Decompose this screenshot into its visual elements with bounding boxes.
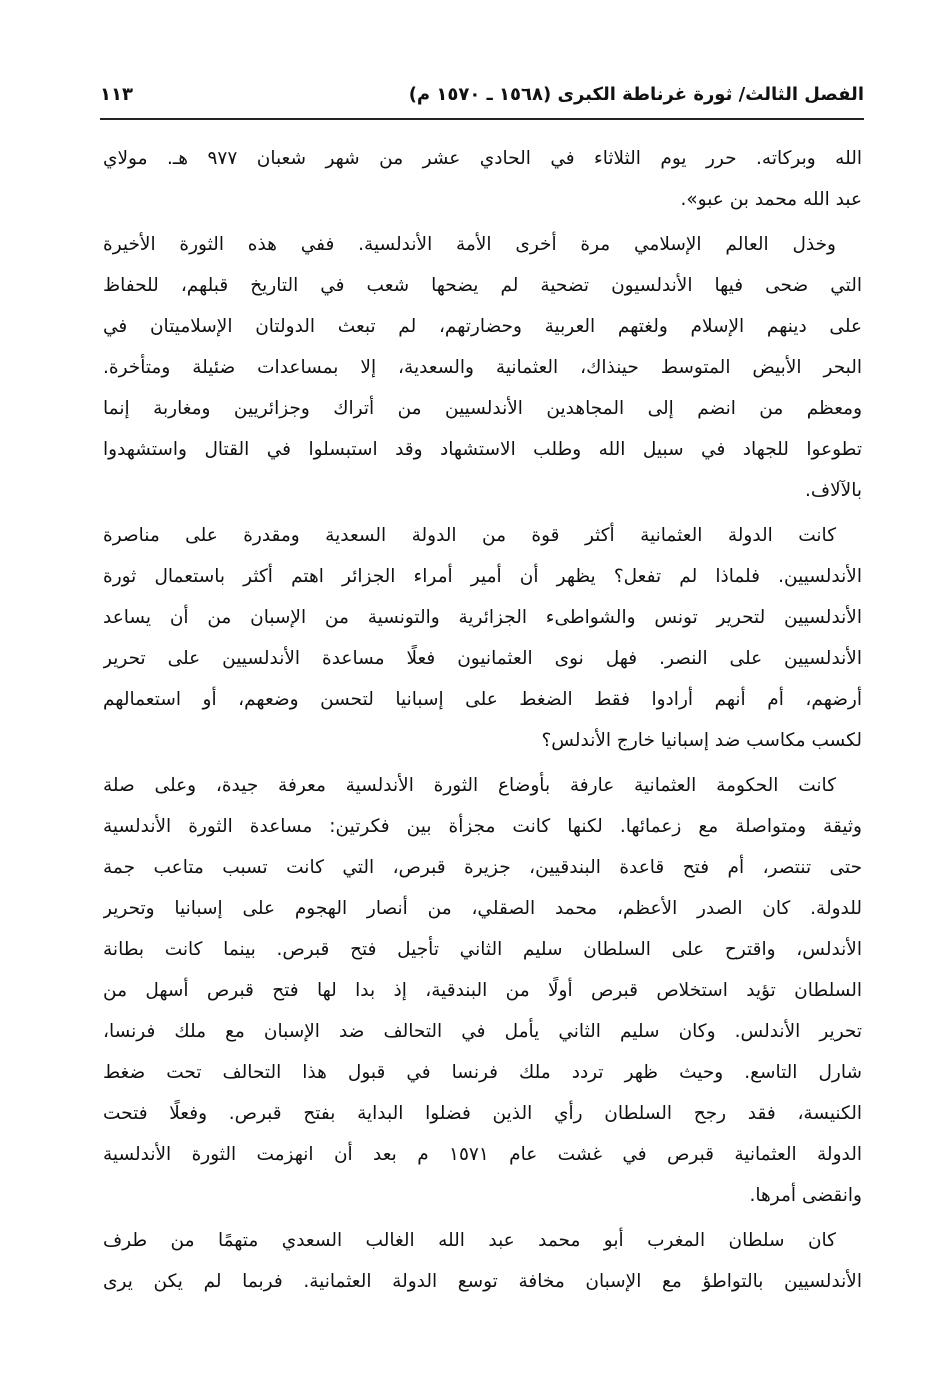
text-line: على دينهم الإسلام ولغتهم العربية وحضارتهم، لم تبعث الدولتان الإسلاميتان في	[103, 316, 862, 337]
text-line: كانت الدولة العثمانية أكثر قوة من الدولة السعدية ومقدرة على مناصرة	[103, 525, 836, 546]
text-line: بالآلاف.	[805, 480, 862, 501]
text-line: الله وبركاته. حرر يوم الثلاثاء في الحادي عشر من شهر شعبان ٩٧٧ هـ. مولاي	[103, 148, 862, 169]
text-line: ومعظم من انضم إلى المجاهدين الأندلسيين من أتراك وجزائريين ومغاربة إنما	[103, 398, 862, 419]
text-line: الدولة العثمانية قبرص في غشت عام ١٥٧١ م بعد أن انهزمت الثورة الأندلسية	[103, 1144, 862, 1165]
text-line: كان سلطان المغرب أبو محمد عبد الله الغالب السعدي متهمًا من طرف	[103, 1230, 836, 1251]
page-number: ١١٣	[100, 84, 133, 105]
chapter-title: الفصل الثالث/ ثورة غرناطة الكبرى (١٥٦٨ ـ ١٥٧٠ م)	[408, 84, 864, 105]
text-line: البحر الأبيض المتوسط حينذاك، العثمانية والسعدية، إلا بمساعدات ضئيلة ومتأخرة.	[103, 357, 862, 378]
text-line: وثيقة ومتواصلة مع زعمائها. لكنها كانت مجزأة بين فكرتين: مساعدة الثورة الأندلسية	[103, 816, 862, 837]
text-line: تطوعوا للجهاد في سبيل الله وطلب الاستشهاد وقد استبسلوا في القتال واستشهدوا	[103, 439, 862, 460]
header-rule	[100, 118, 864, 120]
text-line: للدولة. كان الصدر الأعظم، محمد الصقلي، من أنصار الهجوم على إسبانيا وتحرير	[103, 898, 862, 919]
text-line: عبد الله محمد بن عبو».	[680, 189, 862, 210]
text-line: الأندلسيين لتحرير تونس والشواطىء الجزائرية والتونسية من الإسبان من أن يساعد	[103, 607, 862, 628]
text-line: التي ضحى فيها الأندلسيون تضحية لم يضحها شعب في التاريخ قبلهم، للحفاظ	[103, 275, 862, 296]
page-body	[103, 138, 862, 1306]
paragraph	[103, 224, 862, 511]
text-line: الأندلسيين. فلماذا لم تفعل؟ يظهر أن أمير أمراء الجزائر اهتم أكثر باستعمال ثورة	[103, 566, 862, 587]
text-line: الكنيسة، فقد رجح السلطان رأي الذين فضلوا البداية بفتح قبرص. وفعلًا فتحت	[103, 1103, 862, 1124]
paragraph	[103, 1220, 862, 1302]
running-header	[100, 82, 864, 112]
text-line: أرضهم، أم أنهم أرادوا فقط الضغط على إسبانيا لتحسن وضعهم، أو استعمالهم	[103, 689, 862, 710]
paragraph	[103, 138, 862, 220]
text-line: الأندلسيين بالتواطؤ مع الإسبان مخافة توسع الدولة العثمانية. فربما لم يكن يرى	[103, 1271, 862, 1292]
text-line: كانت الحكومة العثمانية عارفة بأوضاع الثورة الأندلسية معرفة جيدة، وعلى صلة	[103, 775, 836, 796]
text-line: الأندلس، واقترح على السلطان سليم الثاني تأجيل فتح قبرص. بينما كانت بطانة	[103, 939, 862, 960]
text-line: وانقضى أمرها.	[749, 1185, 862, 1206]
text-line: شارل التاسع. وحيث ظهر تردد ملك فرنسا في قبول هذا التحالف تحت ضغط	[103, 1062, 862, 1083]
text-line: لكسب مكاسب ضد إسبانيا خارج الأندلس؟	[541, 730, 862, 751]
text-line: السلطان تؤيد استخلاص قبرص أولًا من البندقية، إذ بدا لها فتح قبرص أسهل من	[103, 980, 862, 1001]
text-line: وخذل العالم الإسلامي مرة أخرى الأمة الأندلسية. ففي هذه الثورة الأخيرة	[103, 234, 836, 255]
text-line: تحرير الأندلس. وكان سليم الثاني يأمل في التحالف ضد الإسبان مع ملك فرنسا،	[103, 1021, 862, 1042]
text-line: الأندلسيين على النصر. فهل نوى العثمانيون فعلًا مساعدة الأندلسيين على تحرير	[103, 648, 862, 669]
text-line: حتى تنتصر، أم فتح قاعدة البندقيين، جزيرة قبرص، التي كانت تسبب متاعب جمة	[103, 857, 862, 878]
paragraph	[103, 515, 862, 761]
paragraph	[103, 765, 862, 1216]
